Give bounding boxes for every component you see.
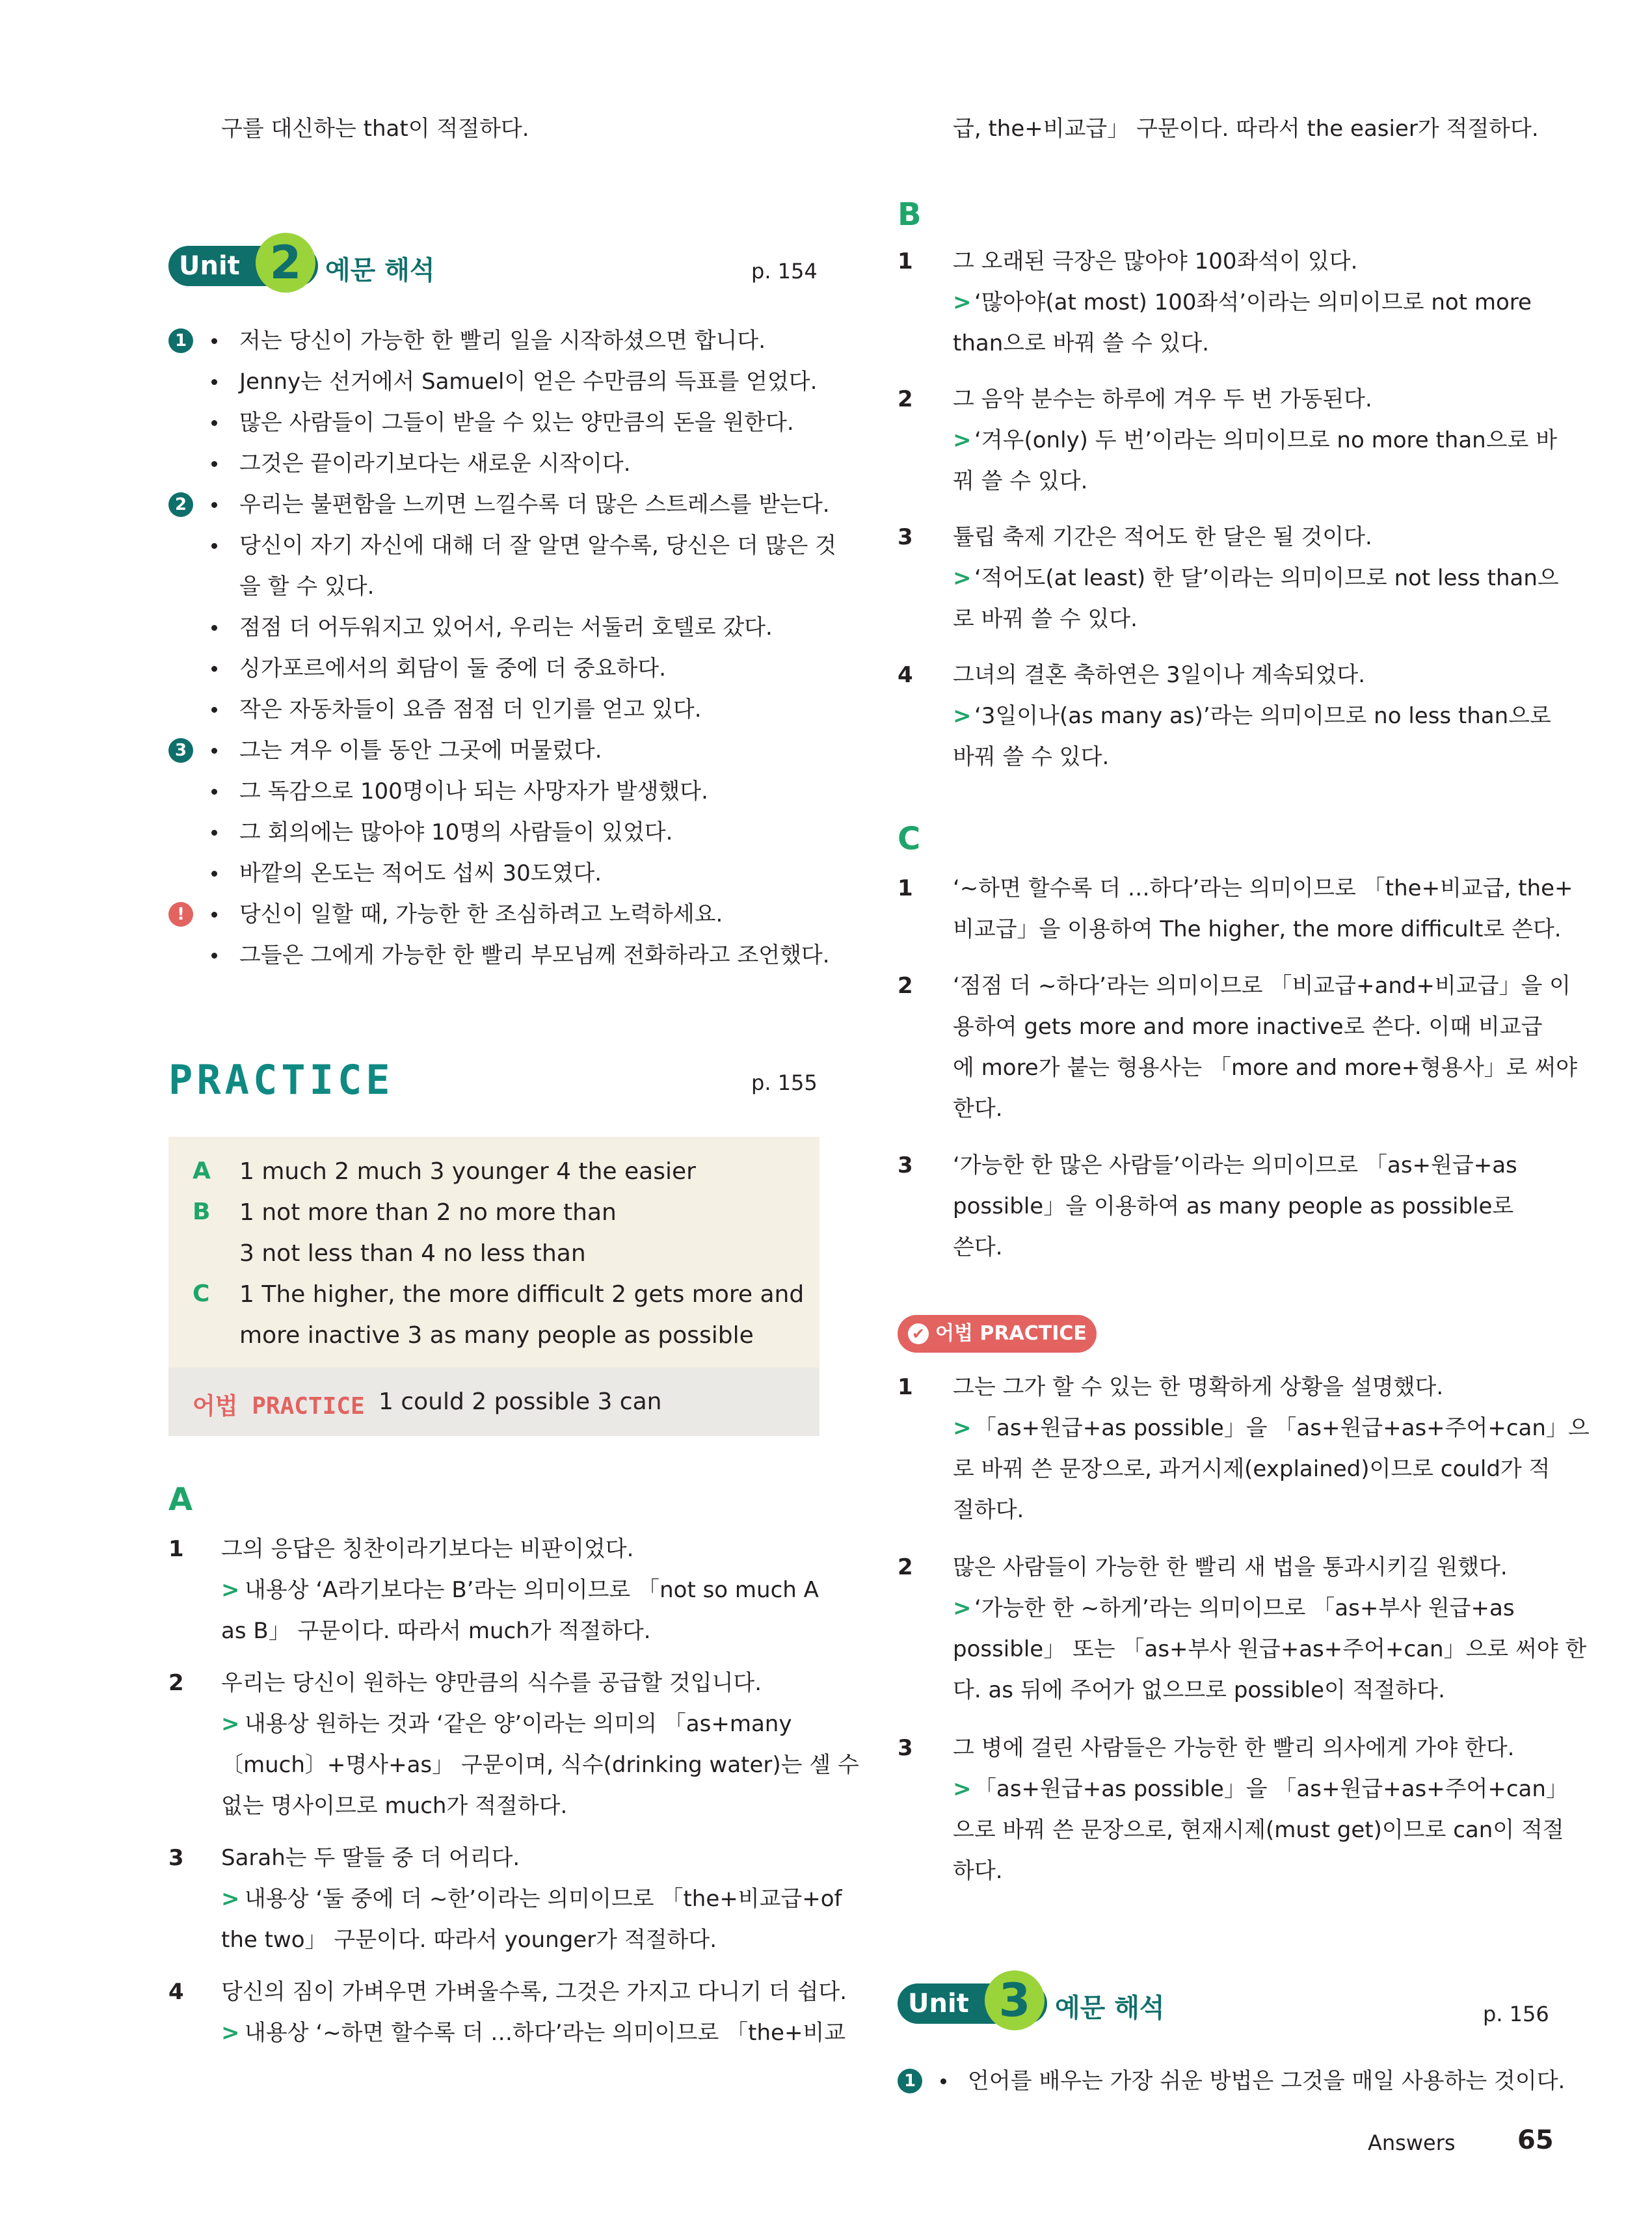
item-explanation: ‘3일이나(as many as)’라는 의미이므로 no less than으로 [974,703,1551,729]
item-number: 1 [898,1374,913,1400]
item-explanation: 없는 명사이므로 much가 적절하다. [221,1793,568,1819]
item-number: 2 [898,1554,913,1580]
item-explanation: than으로 바꿔 쓸 수 있다. [953,330,1210,356]
explain-arrow-icon: > [221,1711,240,1737]
explain-arrow-icon: > [221,2020,240,2046]
explain-arrow-icon: > [953,289,972,315]
item-explanation: 한다. [953,1096,1003,1122]
item-explanation: 바꿔 쓸 수 있다. [953,744,1110,770]
continued-text: 구를 대신하는 that이 적절하다. [221,116,529,142]
bullet-dot [940,2078,946,2084]
item-explanation: 하다. [953,1858,1003,1884]
answer-letter-c: C [193,1280,210,1307]
list-item: 그들은 그에게 가능한 한 빨리 부모님께 전화하라고 조언했다. [239,942,830,968]
bullet-dot [211,789,217,795]
list-item: 당신이 자기 자신에 대해 더 잘 알면 알수록, 당신은 더 많은 것 [239,533,836,559]
bullet-dot [211,666,217,672]
bullet-dot [211,830,217,836]
item-explanation: 「as+원급+as possible」을 「as+원급+as+주어+can」 [974,1776,1568,1802]
item-number: 2 [168,1670,184,1696]
item-sentence: 그녀의 결혼 축하연은 3일이나 계속되었다. [953,662,1366,688]
item-number: 1 [898,248,913,274]
grammar-practice-label: 어법 PRACTICE [193,1393,365,1420]
list-item: 싱가포르에서의 회담이 둘 중에 더 중요하다. [239,656,667,682]
unit-word: Unit [908,1989,969,2019]
item-explanation: 로 바꿔 쓸 수 있다. [953,606,1138,632]
item-explanation: ‘가능한 한 많은 사람들’이라는 의미이므로 「as+원급+as [953,1152,1517,1178]
explain-arrow-icon: > [953,565,972,591]
item-explanation: 내용상 ‘둘 중에 더 ~한’이라는 의미이므로 「the+비교급+of [245,1886,842,1912]
practice-title: PRACTICE [168,1056,394,1104]
grammar-practice-pill [898,1315,1097,1353]
answer-letter-b: B [193,1199,211,1225]
continued-text: 급, the+비교급」 구문이다. 따라서 the easier가 적절하다. [953,116,1539,142]
bullet-dot [211,625,217,631]
unit-2-page-ref: p. 154 [751,259,818,284]
bullet-dot [211,707,217,713]
group-marker-1: 1 [168,328,193,353]
bullet-dot [211,379,217,385]
item-explanation: 「as+원급+as possible」을 「as+원급+as+주어+can」으 [974,1415,1590,1441]
item-explanation: as B」 구문이다. 따라서 much가 적절하다. [221,1618,651,1644]
section-a-letter: A [168,1481,193,1518]
answer-line: 3 not less than 4 no less than [239,1240,586,1267]
bullet-dot [211,461,217,467]
list-item: 언어를 배우는 가장 쉬운 방법은 그것을 매일 사용하는 것이다. [968,2068,1565,2094]
bullet-dot [211,871,217,877]
item-explanation: possible」 또는 「as+부사 원급+as+주어+can」으로 써야 한 [953,1636,1587,1662]
list-item: 그 독감으로 100명이나 되는 사망자가 발생했다. [239,778,708,804]
item-sentence: 당신의 짐이 가벼우면 가벼울수록, 그것은 가지고 다니기 더 쉽다. [221,1979,847,2005]
list-item: 그는 겨우 이틀 동안 그곳에 머물렀다. [239,737,602,763]
item-explanation: 꿔 쓸 수 있다. [953,468,1088,494]
bullet-dot [211,502,217,508]
list-item: 저는 당신이 가능한 한 빨리 일을 시작하셨으면 합니다. [239,328,766,354]
explain-arrow-icon: > [953,1776,972,1802]
item-number: 2 [898,973,913,999]
item-explanation: 비교급」을 이용하여 The higher, the more difficult로 쓴다. [953,916,1562,942]
item-sentence: Sarah는 두 딸들 중 더 어리다. [221,1845,520,1871]
list-item: 작은 자동차들이 요즘 점점 더 인기를 얻고 있다. [239,696,702,723]
item-explanation: 용하여 gets more and more inactive로 쓴다. 이때 비교급 [953,1014,1543,1040]
item-explanation: 쓴다. [953,1234,1003,1260]
section-c-letter: C [898,821,921,857]
list-item: 그 회의에는 많아야 10명의 사람들이 있었다. [239,819,673,845]
group-marker-1: 1 [898,2069,922,2093]
answer-letter-a: A [193,1158,211,1184]
item-explanation: ‘적어도(at least) 한 달’이라는 의미이므로 not less than으 [974,565,1559,591]
item-sentence: 그 병에 걸린 사람들은 가능한 한 빨리 의사에게 가야 한다. [953,1735,1515,1761]
explain-arrow-icon: > [221,1886,240,1912]
list-item: 우리는 불편함을 느끼면 느낄수록 더 많은 스트레스를 받는다. [239,492,830,518]
item-sentence: 그 오래된 극장은 많아야 100좌석이 있다. [953,248,1358,274]
bullet-dot [211,912,217,918]
grammar-answers: 1 could 2 possible 3 can [379,1388,662,1415]
item-explanation: 내용상 원하는 것과 ‘같은 양’이라는 의미의 「as+many [245,1711,792,1737]
answer-line: 1 much 2 much 3 younger 4 the easier [239,1158,696,1185]
list-item: Jenny는 선거에서 Samuel이 얻은 수만큼의 득표를 얻었다. [239,369,818,395]
bullet-dot [211,748,217,754]
item-sentence: 그의 응답은 칭찬이라기보다는 비판이었다. [221,1536,634,1562]
item-sentence: 그 음악 분수는 하루에 겨우 두 번 가동된다. [953,386,1372,412]
item-number: 3 [898,524,913,550]
section-b-letter: B [898,196,922,233]
item-number: 3 [898,1152,913,1178]
item-explanation: possible」을 이용하여 as many people as possible로 [953,1193,1514,1219]
item-number: 4 [168,1979,184,2005]
explain-arrow-icon: > [953,703,972,729]
item-explanation: ‘많아야(at most) 100좌석’이라는 의미이므로 not more [974,289,1532,315]
item-explanation: 다. as 뒤에 주어가 없으므로 possible이 적절하다. [953,1677,1445,1703]
item-explanation: 으로 바꿔 쓴 문장으로, 현재시제(must get)이므로 can이 적절 [953,1817,1564,1843]
answer-line: more inactive 3 as many people as possible [239,1322,754,1349]
unit-3-title: 예문 해석 [1055,1993,1165,2023]
page-number: 65 [1517,2125,1554,2155]
group-marker-3: 3 [168,738,193,763]
list-item: 바깥의 온도는 적어도 섭씨 30도였다. [239,860,602,886]
explain-arrow-icon: > [221,1577,240,1603]
bullet-dot [211,420,217,426]
bullet-dot [211,543,217,549]
check-icon: ✔ [908,1323,929,1344]
list-item: 많은 사람들이 그들이 받을 수 있는 양만큼의 돈을 원한다. [239,410,794,436]
item-explanation: ‘~하면 할수록 더 …하다’라는 의미이므로 「the+비교급, the+ [953,875,1573,901]
unit-2-title: 예문 해석 [325,256,435,285]
unit-word: Unit [179,251,240,281]
bullet-dot [211,953,217,959]
item-explanation: the two」 구문이다. 따라서 younger가 적절하다. [221,1927,717,1953]
unit-number: 3 [985,1970,1045,2030]
item-explanation: ‘가능한 한 ~하게’라는 의미이므로 「as+부사 원급+as [974,1595,1515,1621]
unit-number: 2 [256,233,315,293]
list-item-continued: 을 할 수 있다. [239,574,375,600]
explain-arrow-icon: > [953,1595,972,1621]
item-explanation: 절하다. [953,1497,1024,1523]
item-explanation: 로 바꿔 쓴 문장으로, 과거시제(explained)이므로 could가 적 [953,1456,1551,1482]
practice-page-ref: p. 155 [751,1070,818,1095]
item-explanation: ‘겨우(only) 두 번’이라는 의미이므로 no more than으로 바 [974,427,1558,453]
item-explanation: 내용상 ‘~하면 할수록 더 …하다’라는 의미이므로 「the+비교 [245,2020,846,2046]
item-number: 2 [898,386,913,412]
group-marker-2: 2 [168,492,193,517]
footer-label: Answers [1368,2130,1456,2155]
item-explanation: 에 more가 붙는 형용사는 「more and more+형용사」로 써야 [953,1055,1578,1081]
item-number: 3 [168,1845,184,1871]
unit-3-page-ref: p. 156 [1483,2002,1549,2026]
list-item: 점점 더 어두워지고 있어서, 우리는 서둘러 호텔로 갔다. [239,615,773,641]
item-number: 1 [168,1536,184,1562]
caution-marker: ! [168,902,193,927]
item-explanation: ‘점점 더 ~하다’라는 의미이므로 「비교급+and+비교급」을 이 [953,973,1571,999]
item-explanation: 〔much〕+명사+as」 구문이며, 식수(drinking water)는 셀 수 [221,1752,859,1778]
list-item: 그것은 끝이라기보다는 새로운 시작이다. [239,451,631,477]
explain-arrow-icon: > [953,427,972,453]
grammar-pill-label: 어법 PRACTICE [935,1322,1087,1345]
item-number: 1 [898,875,913,901]
item-number: 3 [898,1735,913,1761]
item-explanation: 내용상 ‘A라기보다는 B’라는 의미이므로 「not so much A [245,1577,819,1603]
item-sentence: 많은 사람들이 가능한 한 빨리 새 법을 통과시키길 원했다. [953,1554,1508,1580]
item-sentence: 우리는 당신이 원하는 양만큼의 식수를 공급할 것입니다. [221,1670,762,1696]
bullet-dot [211,338,217,344]
item-sentence: 그는 그가 할 수 있는 한 명확하게 상황을 설명했다. [953,1374,1444,1400]
answer-line: 1 not more than 2 no more than [239,1199,617,1226]
list-item: 당신이 일할 때, 가능한 한 조심하려고 노력하세요. [239,901,723,927]
explain-arrow-icon: > [953,1415,972,1441]
item-sentence: 튤립 축제 기간은 적어도 한 달은 될 것이다. [953,524,1372,550]
unit-3-badge [898,1974,1047,2027]
unit-2-badge [168,236,318,289]
answer-line: 1 The higher, the more difficult 2 gets more and [239,1281,805,1308]
item-number: 4 [898,662,913,688]
